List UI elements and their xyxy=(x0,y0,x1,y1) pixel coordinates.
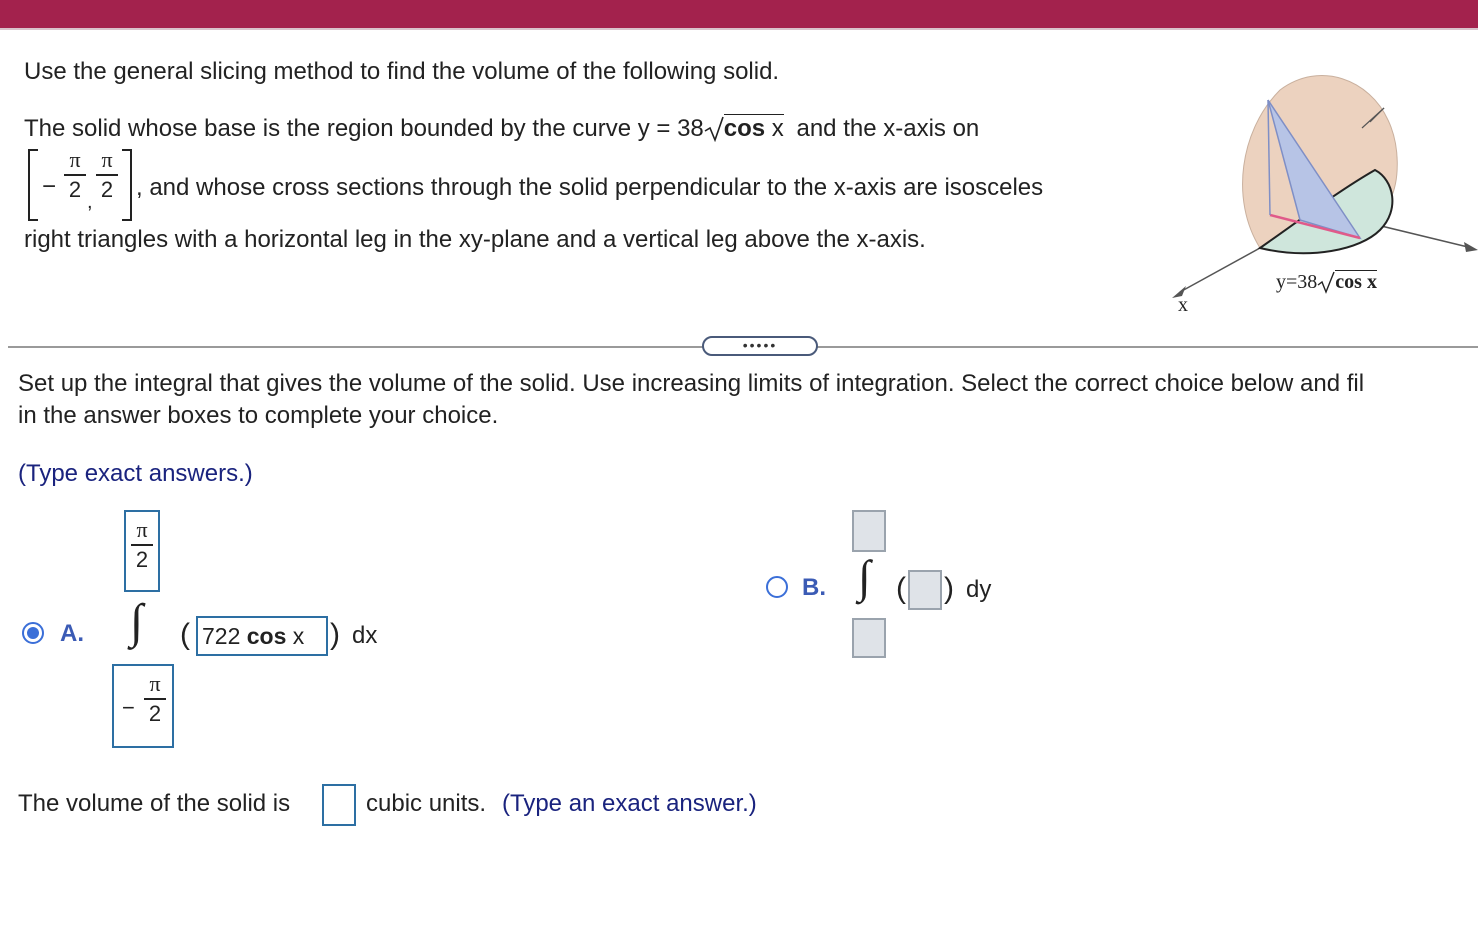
interval-comma: , xyxy=(87,191,93,213)
brand-bar xyxy=(0,0,1478,28)
interval-left-pi: π xyxy=(69,147,81,172)
choice-a-lower-limit-input[interactable] xyxy=(112,664,174,748)
problem-line-4: right triangles with a horizontal leg in the xy-plane and a vertical leg above the x-axis. xyxy=(24,226,926,253)
choice-b-label: B. xyxy=(802,574,826,601)
choice-b-radio[interactable] xyxy=(766,576,788,598)
left-bracket-icon xyxy=(26,148,40,222)
figure-curve-label xyxy=(1276,270,1377,294)
choice-a-upper-limit-input[interactable] xyxy=(124,510,160,592)
choice-a-close-paren: ) xyxy=(330,618,340,651)
expand-handle[interactable]: ••••• xyxy=(702,336,818,356)
sqrt-x: x xyxy=(765,115,784,142)
choice-a-lower-den: 2 xyxy=(148,701,162,726)
question-line-2: in the answer boxes to complete your choice. xyxy=(18,402,499,429)
choice-a-lower-fraction xyxy=(144,672,166,726)
choice-b-upper-limit-input[interactable] xyxy=(852,510,886,552)
choice-a-lower-sign: − xyxy=(122,695,135,720)
volume-prefix: The volume of the solid is xyxy=(18,790,291,817)
volume-hint: (Type an exact answer.) xyxy=(502,790,757,817)
choice-b-open-paren: ( xyxy=(896,572,906,605)
figure-x-label: x xyxy=(1178,294,1188,316)
figure-curve-label-rad: cos x xyxy=(1335,271,1377,293)
figure-curve-label-pre: y=38 xyxy=(1276,271,1318,293)
choice-a-integrand xyxy=(202,622,304,650)
problem-line-2-end: and the x-axis on xyxy=(796,115,980,142)
interval-left-den: 2 xyxy=(68,177,82,202)
choice-a-integrand-num: 722 xyxy=(202,623,241,649)
brand-bar-shadow xyxy=(0,28,1478,30)
choice-a-upper-den: 2 xyxy=(135,547,149,572)
choice-b-differential: dy xyxy=(966,576,992,603)
choice-a-radio-dot xyxy=(27,627,39,639)
interval-left-fraction xyxy=(64,148,86,202)
solid-figure xyxy=(1160,40,1478,320)
interval-left-bar xyxy=(64,174,86,176)
choice-b-close-paren: ) xyxy=(944,572,954,605)
interval-right-fraction xyxy=(96,148,118,202)
interval-right-den: 2 xyxy=(100,177,114,202)
figure-sqrt-icon xyxy=(1317,270,1335,294)
volume-units: cubic units. xyxy=(366,790,487,817)
choice-a-integrand-var: x xyxy=(292,623,305,649)
choice-a-lower-bar xyxy=(144,698,166,700)
choice-b-integral-sign: ∫ xyxy=(858,551,871,602)
problem-line-3: , and whose cross sections through the solid perpendicular to the x-axis are isosceles xyxy=(136,174,1044,201)
sqrt-cos: cos xyxy=(723,115,766,142)
choice-b-lower-limit-input[interactable] xyxy=(852,618,886,658)
right-bracket-icon xyxy=(120,148,134,222)
choice-a-lower-pi: π xyxy=(149,671,161,696)
choice-a-upper-bar xyxy=(131,544,153,546)
choice-a-radio[interactable] xyxy=(22,622,44,644)
interval-right-bar xyxy=(96,174,118,176)
choice-a-upper-fraction xyxy=(126,518,158,572)
question-hint: (Type exact answers.) xyxy=(18,460,253,487)
interval-minus: − xyxy=(42,173,57,200)
question-line-1: Set up the integral that gives the volume of the solid. Use increasing limits of integration. Select the correct choice below and fil xyxy=(18,370,1365,397)
choice-a-upper-pi: π xyxy=(136,517,148,542)
choice-a-integrand-input[interactable] xyxy=(196,616,328,656)
choice-a-differential: dx xyxy=(352,622,378,649)
choice-a-integrand-fn: cos xyxy=(246,623,287,649)
interval-right-pi: π xyxy=(101,147,113,172)
sqrt-icon xyxy=(704,114,724,142)
problem-line-1: Use the general slicing method to find the volume of the following solid. xyxy=(24,58,780,85)
choice-b-integrand-input[interactable] xyxy=(908,570,942,610)
problem-line-2 xyxy=(24,114,979,143)
choice-a-integral-sign: ∫ xyxy=(130,595,144,648)
problem-line-2-text: The solid whose base is the region bounded by the curve y = 38 xyxy=(24,115,704,142)
choice-a-label: A. xyxy=(60,620,84,647)
volume-answer-input[interactable] xyxy=(322,784,356,826)
choice-a-open-paren: ( xyxy=(180,618,190,651)
